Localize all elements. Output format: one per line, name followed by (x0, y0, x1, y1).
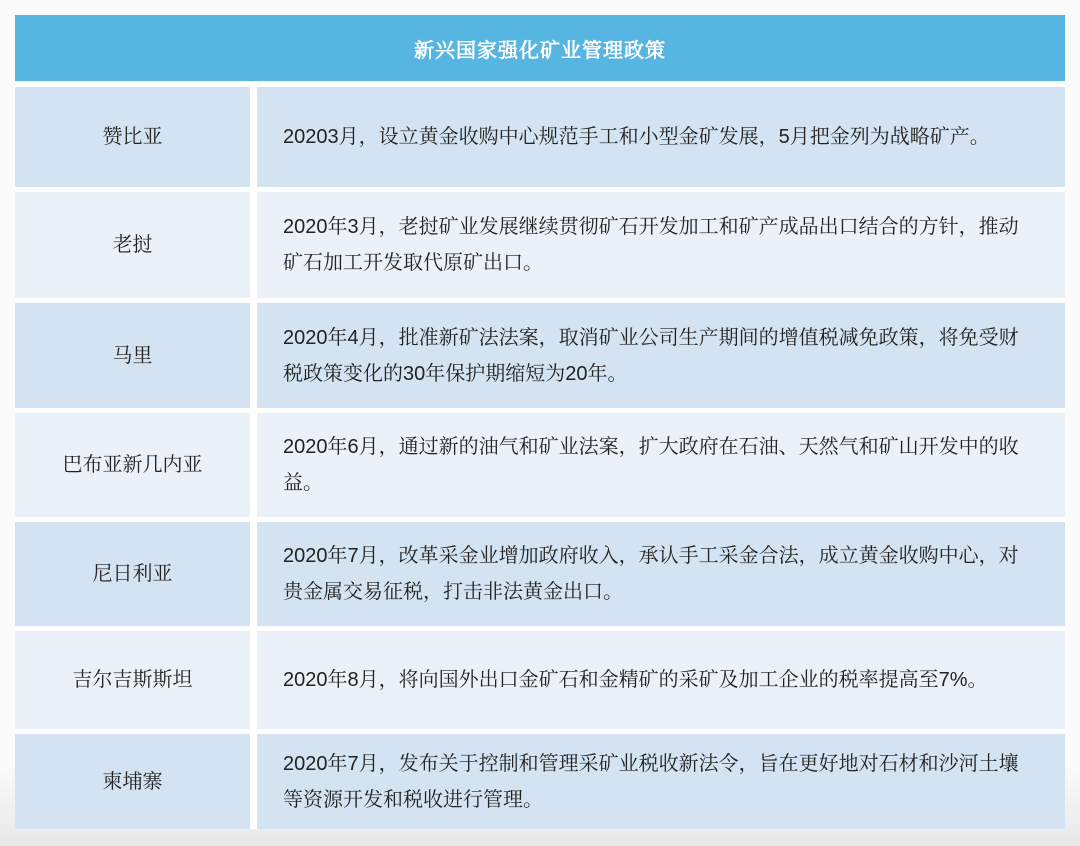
table-row (15, 522, 1065, 626)
table-row (15, 413, 1065, 517)
country-cell: 吉尔吉斯斯坦 (15, 631, 250, 729)
policy-cell: 2020年7月，改革采金业增加政府收入，承认手工采金合法，成立黄金收购中心，对贵金属交易征税，打击非法黄金出口。 (257, 522, 1065, 626)
policy-cell: 2020年3月，老挝矿业发展继续贯彻矿石开发加工和矿产成品出口结合的方针，推动矿石加工开发取代原矿出口。 (257, 192, 1065, 298)
policy-cell: 2020年6月，通过新的油气和矿业法案，扩大政府在石油、天然气和矿山开发中的收益。 (257, 413, 1065, 517)
page-bottom-strip (0, 833, 1080, 846)
policy-cell: 2020年4月，批准新矿法法案，取消矿业公司生产期间的增值税减免政策，将免受财税政策变化的30年保护期缩短为20年。 (257, 303, 1065, 408)
policy-table (15, 15, 1065, 829)
table-row (15, 303, 1065, 408)
country-cell: 马里 (15, 303, 250, 408)
country-cell: 尼日利亚 (15, 522, 250, 626)
table-row (15, 87, 1065, 187)
table-row (15, 734, 1065, 829)
table-row (15, 192, 1065, 298)
country-cell: 柬埔寨 (15, 734, 250, 829)
policy-cell: 2020年7月，发布关于控制和管理采矿业税收新法令，旨在更好地对石材和沙河土壤等资源开发和税收进行管理。 (257, 734, 1065, 829)
policy-cell: 2020年8月，将向国外出口金矿石和金精矿的采矿及加工企业的税率提高至7%。 (257, 631, 1065, 729)
country-cell: 巴布亚新几内亚 (15, 413, 250, 517)
table-body (15, 87, 1065, 829)
table-title: 新兴国家强化矿业管理政策 (15, 15, 1065, 81)
policy-cell: 20203月，设立黄金收购中心规范手工和小型金矿发展，5月把金列为战略矿产。 (257, 87, 1065, 187)
table-row (15, 631, 1065, 729)
country-cell: 老挝 (15, 192, 250, 298)
country-cell: 赞比亚 (15, 87, 250, 187)
